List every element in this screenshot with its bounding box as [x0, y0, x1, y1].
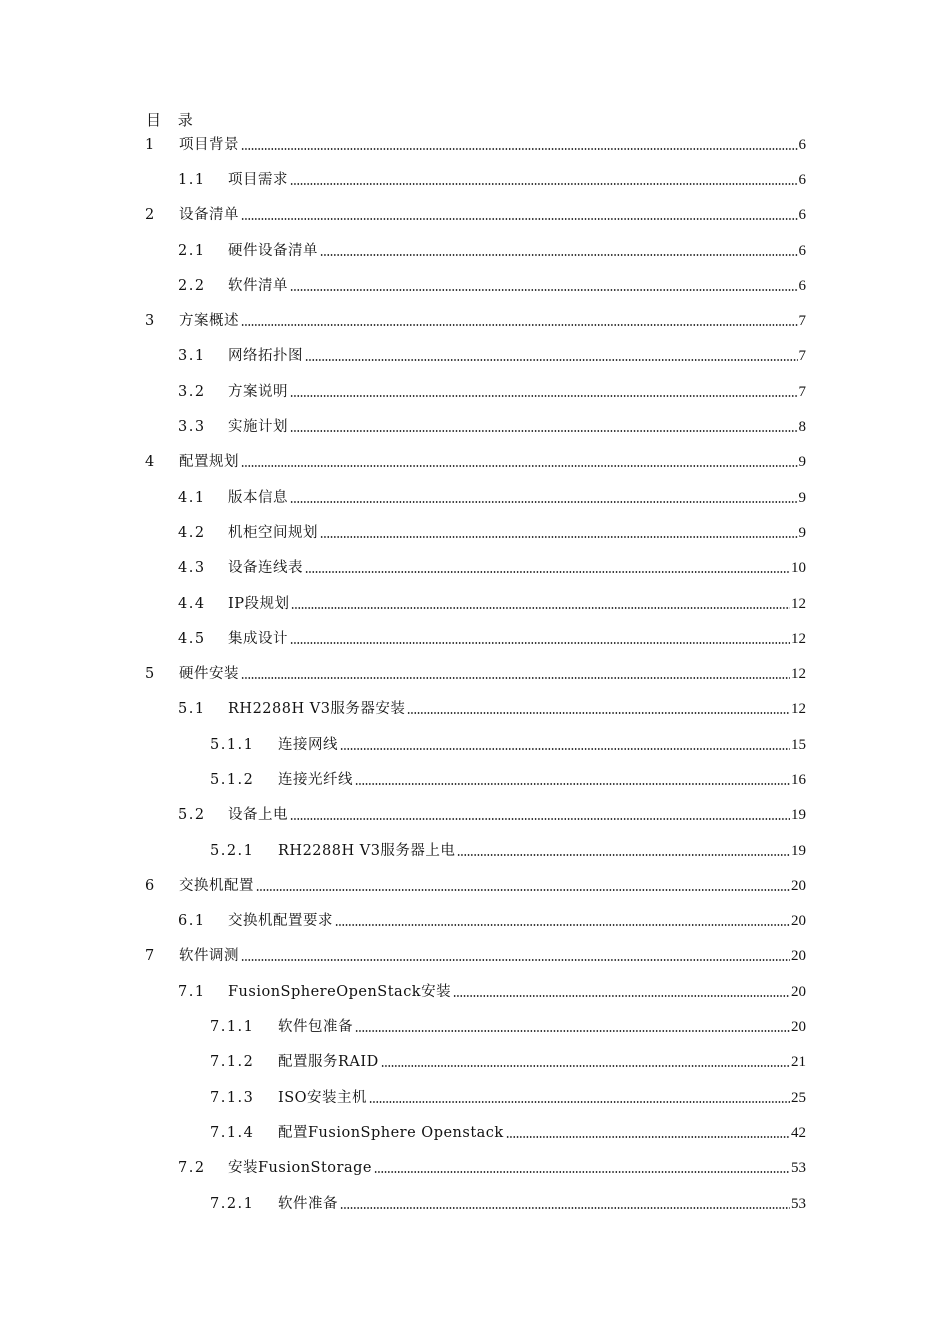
- toc-entry-page-number: 42: [791, 1124, 806, 1141]
- toc-entry-page-number: 19: [791, 807, 806, 824]
- toc-dot-leader: [241, 959, 790, 961]
- toc-entry-title: 配置FusionSphere Openstack: [278, 1124, 504, 1141]
- toc-entry[interactable]: [0, 233, 950, 268]
- toc-entry-page-number: 9: [798, 454, 806, 471]
- toc-entry[interactable]: [0, 621, 950, 656]
- toc-entry-number: 7.2: [178, 1160, 206, 1177]
- toc-entry-title: 交换机配置要求: [228, 913, 333, 930]
- toc-entry[interactable]: [0, 904, 950, 939]
- toc-entry-number: 4: [145, 454, 156, 471]
- toc-entry-title: 集成设计: [228, 630, 288, 647]
- toc-entry-number: 7.1.3: [210, 1089, 255, 1106]
- toc-dot-leader: [355, 1030, 790, 1032]
- toc-dot-leader: [340, 1207, 790, 1209]
- toc-entry[interactable]: [0, 586, 950, 621]
- toc-entry[interactable]: [0, 833, 950, 868]
- toc-entry-number: 3.3: [178, 419, 206, 436]
- toc-entry[interactable]: [0, 515, 950, 550]
- toc-entry[interactable]: [0, 409, 950, 444]
- toc-entry-page-number: 6: [798, 136, 806, 153]
- toc-entry-number: 7: [145, 948, 156, 965]
- toc-dot-leader: [256, 889, 790, 891]
- toc-entry-number: 4.2: [178, 524, 206, 541]
- toc-entry-title: 安装FusionStorage: [228, 1160, 372, 1177]
- toc-entry-page-number: 20: [791, 983, 806, 1000]
- toc-entry[interactable]: [0, 974, 950, 1009]
- toc-entry-title: ISO安装主机: [278, 1089, 368, 1106]
- toc-entry-number: 1.1: [178, 171, 206, 188]
- toc-entry-title: RH2288H V3服务器上电: [278, 842, 456, 859]
- toc-dot-leader: [305, 359, 798, 361]
- toc-entry-title: RH2288H V3服务器安装: [228, 701, 406, 718]
- toc-entry-number: 2: [145, 207, 156, 224]
- toc-dot-leader: [369, 1101, 790, 1103]
- toc-entry-number: 7.1.2: [210, 1054, 255, 1071]
- toc-entry-page-number: 9: [798, 489, 806, 506]
- toc-dot-leader: [290, 818, 790, 820]
- toc-entry-page-number: 12: [791, 666, 806, 683]
- toc-entry-title: 版本信息: [228, 489, 288, 506]
- toc-entry-title: 设备上电: [228, 807, 288, 824]
- toc-dot-leader: [407, 712, 790, 714]
- toc-entry[interactable]: [0, 1045, 950, 1080]
- toc-dot-leader: [241, 465, 798, 467]
- toc-entry-page-number: 6: [798, 207, 806, 224]
- toc-dot-leader: [290, 289, 798, 291]
- toc-entry-page-number: 7: [798, 348, 806, 365]
- toc-dot-leader: [290, 183, 798, 185]
- toc-entry-number: 5.2.1: [210, 842, 255, 859]
- toc-entry[interactable]: [0, 1151, 950, 1186]
- toc-entry-page-number: 53: [791, 1195, 806, 1212]
- toc-entry[interactable]: [0, 939, 950, 974]
- toc-entry-number: 1: [145, 136, 156, 153]
- toc-entry-title: 配置服务RAID: [278, 1054, 379, 1071]
- toc-entry-title: 机柜空间规划: [228, 524, 318, 541]
- toc-entry[interactable]: [0, 868, 950, 903]
- toc-dot-leader: [241, 324, 798, 326]
- toc-entry-title: 连接光纤线: [278, 771, 353, 788]
- toc-dot-leader: [241, 148, 798, 150]
- toc-entry-title: 连接网线: [278, 736, 338, 753]
- toc-entry-title: 实施计划: [228, 419, 288, 436]
- toc-entry-number: 5.1: [178, 701, 206, 718]
- toc-dot-leader: [320, 254, 798, 256]
- toc-entry-number: 5.1.2: [210, 771, 255, 788]
- toc-entry-page-number: 6: [798, 242, 806, 259]
- toc-entry-page-number: 12: [791, 630, 806, 647]
- toc-list: [0, 127, 950, 1221]
- toc-entry-page-number: 20: [791, 913, 806, 930]
- toc-entry-page-number: 20: [791, 877, 806, 894]
- toc-entry-page-number: 12: [791, 701, 806, 718]
- toc-entry-number: 2.2: [178, 277, 206, 294]
- toc-entry-title: 项目需求: [228, 171, 288, 188]
- toc-entry[interactable]: [0, 1080, 950, 1115]
- toc-entry-title: 软件清单: [228, 277, 288, 294]
- toc-entry[interactable]: [0, 480, 950, 515]
- toc-dot-leader: [241, 218, 798, 220]
- toc-entry-number: 7.1: [178, 983, 206, 1000]
- toc-entry[interactable]: [0, 1115, 950, 1150]
- toc-dot-leader: [381, 1065, 790, 1067]
- toc-title: 目 录: [146, 111, 199, 129]
- toc-dot-leader: [290, 430, 798, 432]
- toc-entry-page-number: 7: [798, 313, 806, 330]
- toc-dot-leader: [374, 1171, 790, 1173]
- toc-entry-page-number: 10: [791, 560, 806, 577]
- toc-entry-number: 3.1: [178, 348, 206, 365]
- toc-entry-title: 软件准备: [278, 1195, 338, 1212]
- toc-entry-title: 方案概述: [179, 313, 239, 330]
- toc-dot-leader: [335, 924, 790, 926]
- toc-entry[interactable]: [0, 727, 950, 762]
- toc-entry[interactable]: [0, 303, 950, 338]
- toc-entry-page-number: 21: [791, 1054, 806, 1071]
- toc-entry-title: 设备清单: [179, 207, 239, 224]
- toc-dot-leader: [305, 571, 790, 573]
- toc-dot-leader: [290, 501, 798, 503]
- toc-entry-title: 硬件安装: [179, 666, 239, 683]
- toc-entry-title: FusionSphereOpenStack安装: [228, 983, 452, 1000]
- toc-entry[interactable]: [0, 1186, 950, 1221]
- toc-entry[interactable]: [0, 692, 950, 727]
- toc-entry[interactable]: [0, 162, 950, 197]
- toc-entry[interactable]: [0, 445, 950, 480]
- toc-entry[interactable]: [0, 127, 950, 162]
- toc-entry-title: 方案说明: [228, 383, 288, 400]
- toc-entry[interactable]: [0, 374, 950, 409]
- toc-entry-number: 5: [145, 666, 156, 683]
- toc-entry-number: 6: [145, 877, 156, 894]
- toc-entry-number: 2.1: [178, 242, 206, 259]
- toc-entry-page-number: 15: [791, 736, 806, 753]
- toc-entry-title: 硬件设备清单: [228, 242, 318, 259]
- toc-entry-page-number: 20: [791, 948, 806, 965]
- toc-entry-number: 4.5: [178, 630, 206, 647]
- toc-entry-number: 5.1.1: [210, 736, 255, 753]
- toc-entry[interactable]: [0, 551, 950, 586]
- toc-entry-page-number: 9: [798, 524, 806, 541]
- toc-entry-page-number: 12: [791, 595, 806, 612]
- toc-entry-title: IP段规划: [228, 595, 290, 612]
- toc-dot-leader: [506, 1136, 790, 1138]
- toc-entry-page-number: 19: [791, 842, 806, 859]
- toc-entry[interactable]: [0, 762, 950, 797]
- toc-entry-page-number: 6: [798, 171, 806, 188]
- toc-entry[interactable]: [0, 656, 950, 691]
- toc-entry-number: 4.1: [178, 489, 206, 506]
- toc-entry-page-number: 6: [798, 277, 806, 294]
- toc-entry-title: 软件调测: [179, 948, 239, 965]
- toc-entry-title: 交换机配置: [179, 877, 254, 894]
- toc-entry-number: 5.2: [178, 807, 206, 824]
- toc-entry-number: 7.1.4: [210, 1124, 255, 1141]
- toc-entry-number: 3.2: [178, 383, 206, 400]
- toc-dot-leader: [320, 536, 798, 538]
- toc-dot-leader: [290, 642, 790, 644]
- toc-entry-number: 7.1.1: [210, 1019, 255, 1036]
- toc-entry[interactable]: [0, 198, 950, 233]
- toc-dot-leader: [453, 995, 790, 997]
- toc-entry-number: 4.4: [178, 595, 206, 612]
- toc-entry-page-number: 7: [798, 383, 806, 400]
- toc-dot-leader: [340, 748, 790, 750]
- toc-entry-title: 设备连线表: [228, 560, 303, 577]
- toc-dot-leader: [290, 395, 798, 397]
- toc-entry[interactable]: [0, 268, 950, 303]
- toc-entry-number: 3: [145, 313, 156, 330]
- toc-entry-title: 软件包准备: [278, 1019, 353, 1036]
- toc-entry[interactable]: [0, 798, 950, 833]
- toc-entry-title: 项目背景: [179, 136, 239, 153]
- toc-entry-number: 7.2.1: [210, 1195, 255, 1212]
- toc-entry-number: 4.3: [178, 560, 206, 577]
- toc-dot-leader: [355, 783, 790, 785]
- toc-entry[interactable]: [0, 1009, 950, 1044]
- toc-entry-number: 6.1: [178, 913, 206, 930]
- toc-entry-page-number: 8: [798, 419, 806, 436]
- toc-dot-leader: [457, 854, 790, 856]
- toc-entry-page-number: 53: [791, 1160, 806, 1177]
- toc-dot-leader: [241, 677, 790, 679]
- toc-entry-page-number: 25: [791, 1089, 806, 1106]
- toc-entry-title: 配置规划: [179, 454, 239, 471]
- toc-entry[interactable]: [0, 339, 950, 374]
- toc-entry-page-number: 16: [791, 771, 806, 788]
- toc-entry-page-number: 20: [791, 1019, 806, 1036]
- toc-dot-leader: [291, 607, 790, 609]
- toc-entry-title: 网络拓扑图: [228, 348, 303, 365]
